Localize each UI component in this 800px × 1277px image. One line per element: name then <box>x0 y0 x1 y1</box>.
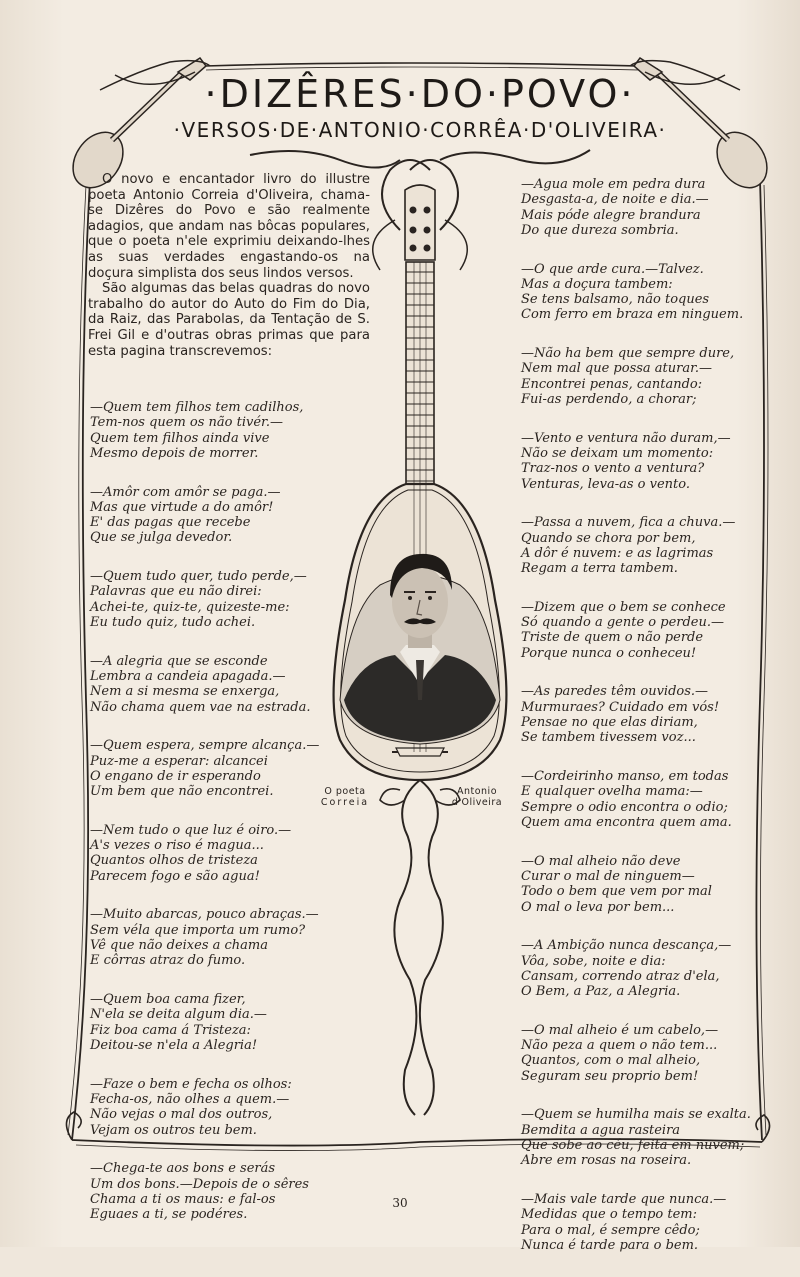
verse-line: Traz-nos o vento a ventura? <box>521 461 705 477</box>
verse-line: Abre em rosas na roseira. <box>521 1153 692 1169</box>
verse-line: Palavras que eu não direi: <box>90 584 262 600</box>
verse-line: —Mais vale tarde que nunca.— <box>521 1191 727 1207</box>
verse-line: —Quem boa cama fizer, <box>90 992 246 1008</box>
verse-line: Sempre o odio encontra o odio; <box>521 799 728 815</box>
verse-line: Só quando a gente o perdeu.— <box>521 615 724 631</box>
stanza <box>521 1192 761 1253</box>
page-subtitle: ·VERSOS·DE·ANTONIO·CORRÊA·D'OLIVEIRA· <box>173 118 667 142</box>
stanza <box>521 1107 761 1168</box>
verse-line: Vê que não deixes a chama <box>90 938 268 954</box>
verse-line: —Amôr com amôr se paga.— <box>90 484 281 500</box>
verse-line: Cansam, correndo atraz d'ela, <box>521 968 720 984</box>
verse-line: E' das pagas que recebe <box>90 515 251 531</box>
stanza <box>521 1023 761 1084</box>
verse-line: Pensae no que elas diriam, <box>521 715 698 731</box>
verse-line: —A alegria que se esconde <box>90 653 268 669</box>
verse-line: Um bem que não encontrei. <box>90 784 274 800</box>
verse-line: —Não ha bem que sempre dure, <box>521 346 735 362</box>
verse-line: —Vento e ventura não duram,— <box>521 430 731 446</box>
verse-line: Que sobe ao céu, feita em nuvem; <box>521 1137 745 1153</box>
stanza <box>90 823 340 884</box>
verse-line: Vejam os outros teu bem. <box>90 1122 257 1138</box>
intro-paragraph-1: O novo e encantador livro do illustre poeta Antonio Correia d'Oliveira, chama-se Dizêres do Povo e são realmente adagios, que andam nas bôcas populares, que o poeta n'ele exprimiu deixando-lhes as suas verdades engastando-os na doçura simplista dos seus lindos versos. <box>88 172 370 281</box>
portrait-caption-left <box>312 786 378 808</box>
verse-line: Chama a ti os maus: e fal-os <box>90 1191 276 1207</box>
verse-line: Vôa, sobe, noite e dia: <box>521 953 666 969</box>
stanza <box>521 938 761 999</box>
verse-line: Lembra a candeia apagada.— <box>90 669 286 685</box>
stanza <box>521 769 761 830</box>
verse-line: O mal o leva por bem... <box>521 899 675 915</box>
verse-line: —As paredes têm ouvidos.— <box>521 684 709 700</box>
stanza <box>90 1077 340 1138</box>
verse-line: Eu tudo quiz, tudo achei. <box>90 615 256 631</box>
verse-line: Puz-me a esperar: alcancei <box>90 753 268 769</box>
verse-line: Bemdita a agua rasteira <box>521 1122 681 1138</box>
verse-line: —O mal alheio é um cabelo,— <box>521 1022 719 1038</box>
verse-line: Venturas, leva-as o vento. <box>521 476 690 492</box>
verse-line: Não se deixam um momento: <box>521 446 714 462</box>
left-verse-column <box>90 400 340 1246</box>
verse-line: —Quem tudo quer, tudo perde,— <box>90 569 307 585</box>
verse-line: Se tens balsamo, não toques <box>521 292 710 308</box>
verse-line: —Nem tudo o que luz é oiro.— <box>90 822 292 838</box>
verse-line: A dôr é nuvem: e as lagrimas <box>521 545 714 561</box>
verse-line: —Agua mole em pedra dura <box>521 177 706 192</box>
verse-line: Triste de quem o não perde <box>521 630 704 646</box>
verse-line: Fecha-os, não olhes a quem.— <box>90 1091 290 1107</box>
verse-line: —Dizem que o bem se conhece <box>521 599 726 615</box>
verse-line: Mas que virtude a do amôr! <box>90 499 274 515</box>
caption-line: O poeta <box>324 786 366 797</box>
verse-line: Nunca é tarde para o bem. <box>521 1237 699 1253</box>
verse-line: Não peza a quem o não tem... <box>521 1038 718 1054</box>
page-title: ·DIZÊRES·DO·POVO· <box>204 72 636 116</box>
verse-line: Que se julga devedor. <box>90 530 233 546</box>
caption-line: Correia <box>320 797 370 808</box>
verse-line: Todo o bem que vem por mal <box>521 884 712 900</box>
stanza <box>521 854 761 915</box>
verse-line: Achei-te, quiz-te, quizeste-me: <box>90 599 290 615</box>
stanza <box>90 992 340 1053</box>
stanza <box>521 346 761 407</box>
verse-line: Nem mal que possa aturar.— <box>521 361 713 377</box>
verse-line: Deitou-se n'ela a Alegria! <box>90 1037 258 1053</box>
verse-line: —O que arde cura.—Talvez. <box>521 261 704 277</box>
verse-line: Quem tem filhos ainda vive <box>90 430 270 446</box>
verse-line: Para o mal, é sempre cêdo; <box>521 1222 700 1238</box>
verse-line: N'ela se deita algum dia.— <box>90 1007 267 1023</box>
caption-line: d'Oliveira <box>451 797 503 808</box>
verse-line: —Cordeirinho manso, em todas <box>521 769 729 785</box>
portrait-caption-right <box>442 786 512 808</box>
verse-line: O Bem, a Paz, a Alegria. <box>521 984 681 1000</box>
stanza <box>521 600 761 661</box>
verse-line: A's vezes o riso é magua... <box>90 838 264 854</box>
page-number: 30 <box>392 1196 408 1210</box>
stanza <box>90 738 340 799</box>
verse-line: Mas a doçura tambem: <box>521 276 673 292</box>
verse-line: Parecem fogo e são agua! <box>90 868 260 884</box>
stanza <box>90 400 340 461</box>
verse-line: Murmuraes? Cuidado em vós! <box>521 699 720 715</box>
verse-line: Mesmo depois de morrer. <box>90 445 259 461</box>
verse-line: Do que dureza sombria. <box>521 222 679 238</box>
stanza <box>90 485 340 546</box>
verse-line: Mais póde alegre brandura <box>521 207 701 223</box>
right-verse-column <box>521 177 761 1277</box>
verse-line: Sem véla que importa um rumo? <box>90 922 306 938</box>
verse-line: Um dos bons.—Depois de o sêres <box>90 1176 309 1192</box>
caption-line: Antonio <box>456 786 498 797</box>
verse-line: —Quem espera, sempre alcança.— <box>90 738 320 754</box>
verse-line: E côrras atraz do fumo. <box>90 953 246 969</box>
verse-line: Tem-nos quem os não tivér.— <box>90 415 283 431</box>
verse-line: Se tambem tivessem voz... <box>521 730 696 746</box>
verse-line: Encontrei penas, cantando: <box>521 376 703 392</box>
verse-line: —Faze o bem e fecha os olhos: <box>90 1076 292 1092</box>
verse-line: Seguram seu proprio bem! <box>521 1068 699 1084</box>
verse-line: —Muito abarcas, pouco abraças.— <box>90 907 319 923</box>
intro-paragraph-2: São algumas das belas quadras do novo trabalho do autor do Auto do Fim do Dia, da Raiz, das Parabolas, da Tentação de S. Frei Gil e d'outras obras primas que para esta pagina transcrevemos: <box>88 281 370 359</box>
verse-line: E qualquer ovelha mama:— <box>521 784 703 800</box>
verse-line: Desgasta-a, de noite e dia.— <box>521 192 709 208</box>
verse-line: Curar o mal de ninguem— <box>521 868 695 884</box>
verse-line: —Passa a nuvem, fica a chuva.— <box>521 515 736 531</box>
stanza <box>90 1161 340 1222</box>
stanza <box>90 569 340 630</box>
stanza <box>521 515 761 576</box>
verse-line: Quando se chora por bem, <box>521 530 696 546</box>
verse-line: Quem ama encontra quem ama. <box>521 814 732 830</box>
stanza <box>521 262 761 323</box>
stanza <box>521 431 761 492</box>
verse-line: —A Ambição nunca descança,— <box>521 938 732 954</box>
stanza <box>521 177 761 238</box>
verse-line: Quantos, com o mal alheio, <box>521 1053 701 1069</box>
verse-line: O engano de ir esperando <box>90 768 261 784</box>
stanza <box>90 654 340 715</box>
verse-line: Nem a si mesma se enxerga, <box>90 684 280 700</box>
verse-line: —Quem tem filhos tem cadilhos, <box>90 400 304 415</box>
verse-line: —Chega-te aos bons e serás <box>90 1161 276 1177</box>
stanza <box>521 684 761 745</box>
verse-line: Fiz boa cama á Tristeza: <box>90 1022 251 1038</box>
verse-line: Com ferro em braza em ninguem. <box>521 307 744 323</box>
verse-line: Regam a terra tambem. <box>521 561 678 577</box>
verse-line: —Quem se humilha mais se exalta. <box>521 1107 751 1123</box>
verse-line: Não chama quem vae na estrada. <box>90 699 311 715</box>
verse-line: —O mal alheio não deve <box>521 853 681 869</box>
verse-line: Fui-as perdendo, a chorar; <box>521 392 697 408</box>
verse-line: Não vejas o mal dos outros, <box>90 1107 273 1123</box>
stanza <box>90 907 340 968</box>
verse-line: Porque nunca o conheceu! <box>521 645 697 661</box>
verse-line: Quantos olhos de tristeza <box>90 853 258 869</box>
verse-line: Eguaes a ti, se podéres. <box>90 1207 248 1223</box>
verse-line: Medidas que o tempo tem: <box>521 1207 697 1223</box>
